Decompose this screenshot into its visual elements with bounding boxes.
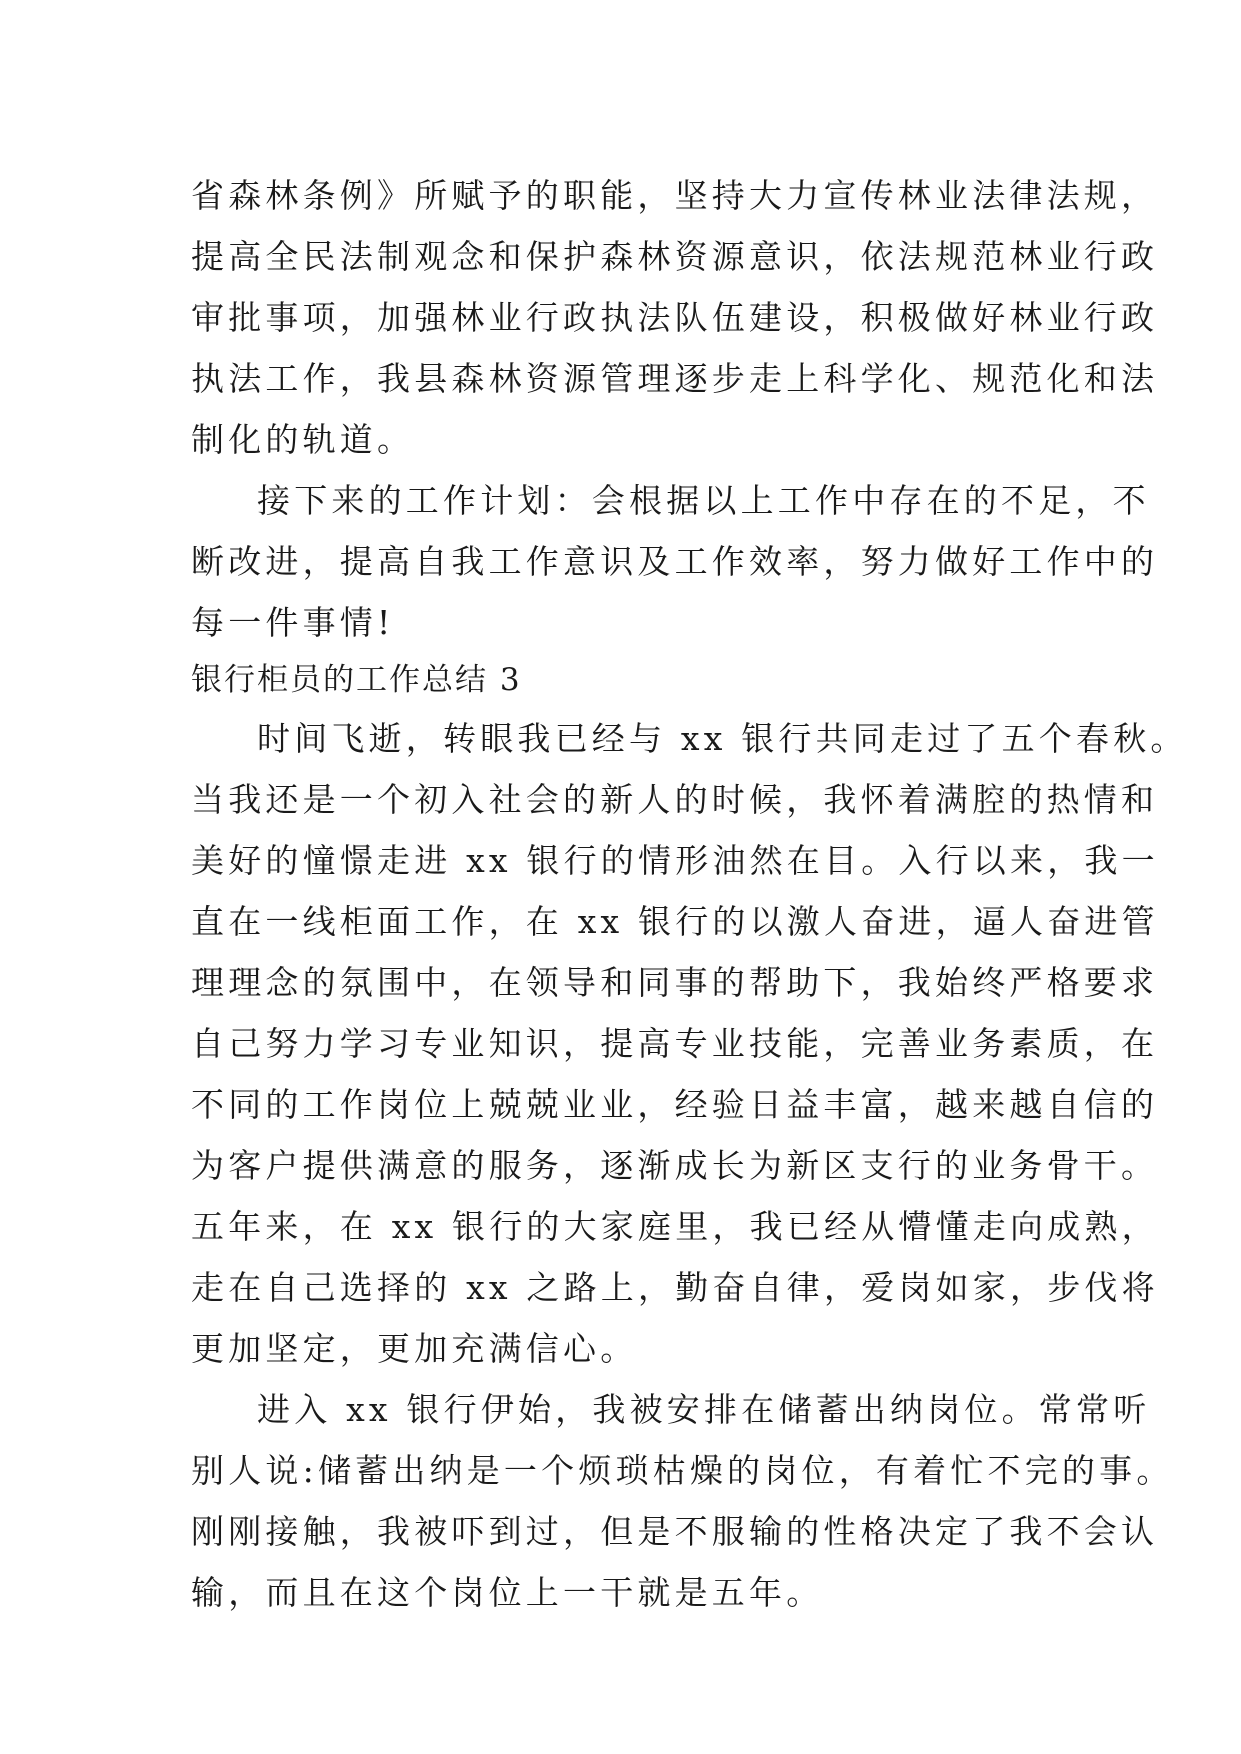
paragraph-five-years: [191, 708, 1188, 1379]
text-line: 更加坚定，更加充满信心。: [191, 1329, 638, 1368]
text-line: 当我还是一个初入社会的新人的时候，我怀着满腔的热情和: [191, 780, 1159, 819]
text-line: 走在自己选择的 xx 之路上，勤奋自律，爱岗如家，步伐将: [191, 1268, 1159, 1307]
text-line: 每一件事情!: [191, 603, 395, 642]
document-body: [191, 165, 1188, 1623]
text-line: 理理念的氛围中，在领导和同事的帮助下，我始终严格要求: [191, 963, 1159, 1002]
text-line: 直在一线柜面工作，在 xx 银行的以激人奋进，逼人奋进管: [191, 902, 1159, 941]
text-line: 提高全民法制观念和保护森林资源意识，依法规范林业行政: [191, 237, 1159, 276]
text-line: 省森林条例》所赋予的职能，坚持大力宣传林业法律法规，: [191, 176, 1159, 215]
section-heading: 银行柜员的工作总结 3: [191, 662, 522, 698]
text-line: 制化的轨道。: [191, 420, 415, 459]
text-line: 接下来的工作计划：会根据以上工作中存在的不足，不: [257, 481, 1150, 520]
text-line: 不同的工作岗位上兢兢业业，经验日益丰富，越来越自信的: [191, 1085, 1159, 1124]
text-line: 审批事项，加强林业行政执法队伍建设，积极做好林业行政: [191, 298, 1159, 337]
paragraph-work-plan: [191, 470, 1159, 653]
text-line: 输，而且在这个岗位上一干就是五年。: [191, 1573, 824, 1612]
text-line: 美好的憧憬走进 xx 银行的情形油然在目。入行以来，我一: [191, 841, 1159, 880]
text-line: 进入 xx 银行伊始，我被安排在储蓄出纳岗位。常常听: [257, 1390, 1151, 1429]
paragraph-forest-regulation: [191, 165, 1159, 470]
paragraph-cashier-post: [191, 1379, 1174, 1623]
text-line: 五年来，在 xx 银行的大家庭里，我已经从懵懂走向成熟，: [191, 1207, 1159, 1246]
text-line: 时间飞逝，转眼我已经与 xx 银行共同走过了五个春秋。: [257, 719, 1188, 758]
text-line: 执法工作，我县森林资源管理逐步走上科学化、规范化和法: [191, 359, 1159, 398]
text-line: 断改进，提高自我工作意识及工作效率，努力做好工作中的: [191, 542, 1159, 581]
text-line: 自己努力学习专业知识，提高专业技能，完善业务素质，在: [191, 1024, 1159, 1063]
text-line: 为客户提供满意的服务，逐渐成长为新区支行的业务骨干。: [191, 1146, 1159, 1185]
text-line: 刚刚接触，我被吓到过，但是不服输的性格决定了我不会认: [191, 1512, 1159, 1551]
text-line: 别人说:储蓄出纳是一个烦琐枯燥的岗位，有着忙不完的事。: [191, 1451, 1174, 1490]
